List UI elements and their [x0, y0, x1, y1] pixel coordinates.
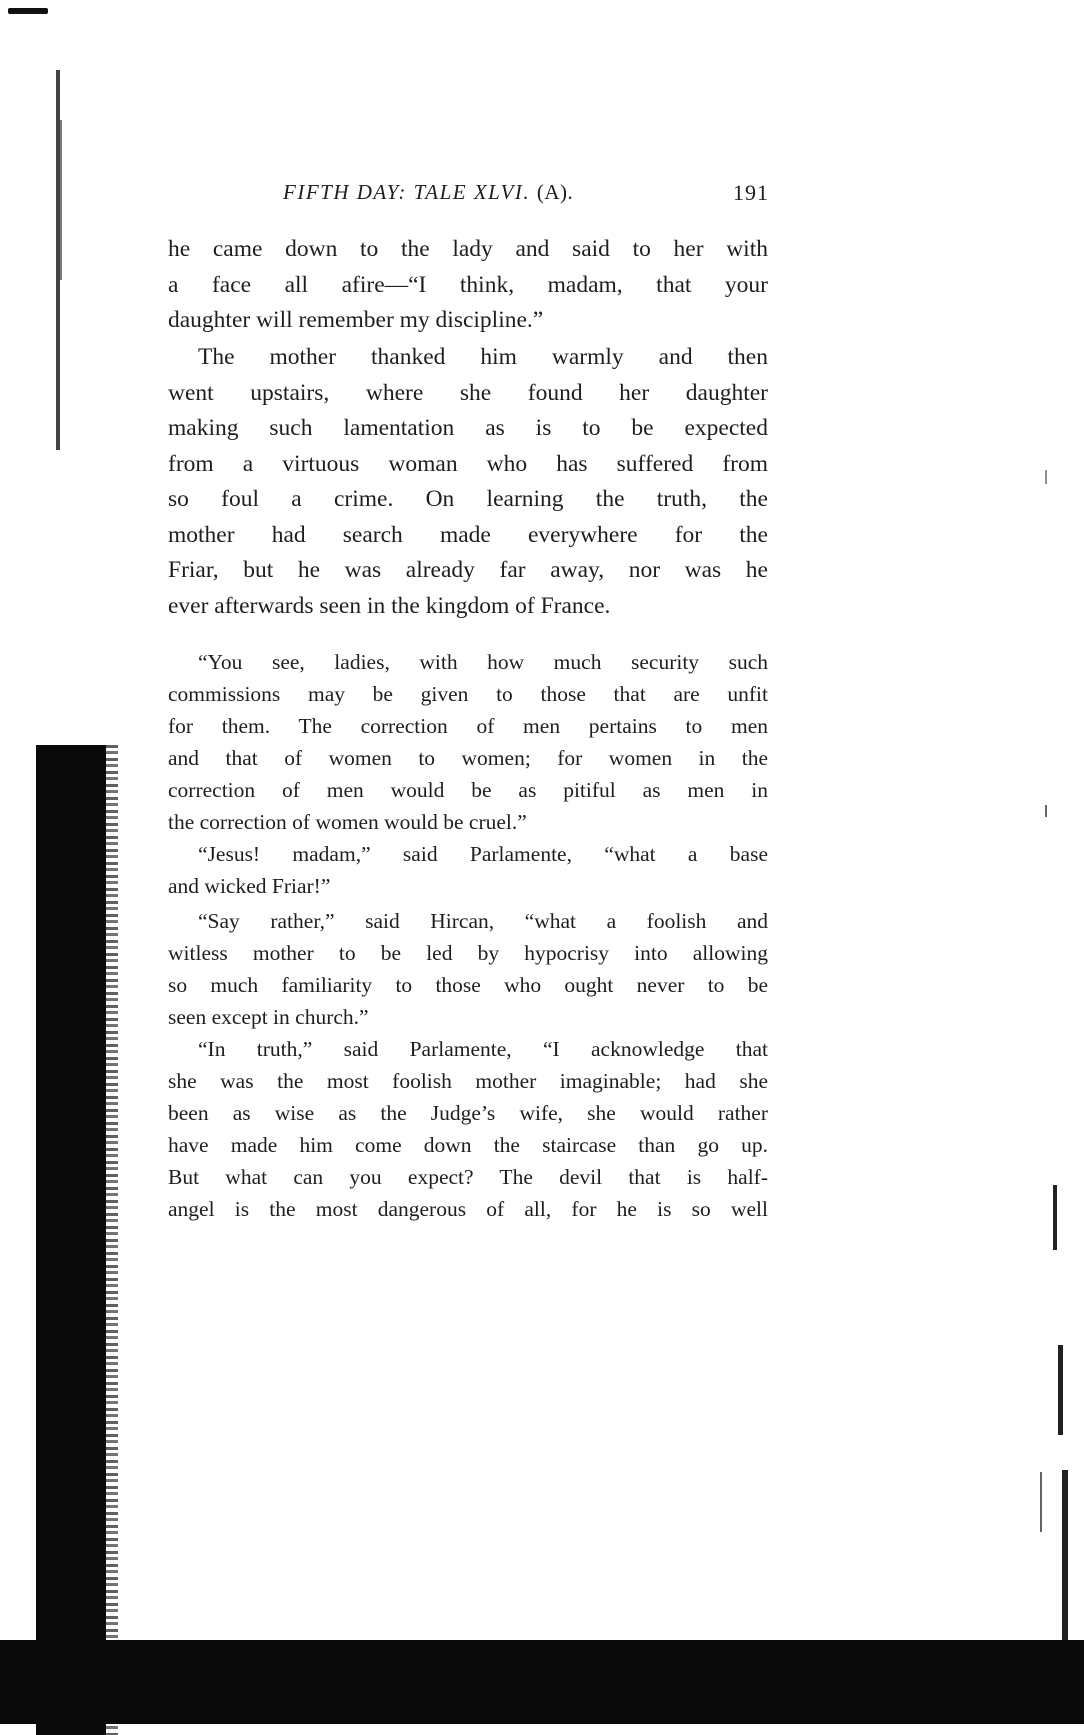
text-line: Friar, but he was already far away, nor was he — [168, 557, 768, 583]
text-line: “Say rather,” said Hircan, “what a foolish and — [198, 909, 768, 933]
text-line: “You see, ladies, with how much security such — [198, 650, 768, 674]
text-line: been as wise as the Judge’s wife, she would rather — [168, 1101, 768, 1125]
paragraph-continuation — [168, 232, 768, 339]
scan-artifact-mark — [8, 8, 48, 14]
text-line: have made him come down the staircase than go up. — [168, 1133, 768, 1157]
text-line: The mother thanked him warmly and then — [198, 344, 768, 370]
scan-edge-line — [1053, 1185, 1057, 1250]
text-line: so foul a crime. On learning the truth, the — [168, 486, 768, 512]
scan-edge-line — [60, 120, 62, 280]
text-line: a face all afire—“I think, madam, that your — [168, 271, 768, 298]
paragraph-mother-thanked — [168, 340, 768, 624]
text-line: mother had search made everywhere for the — [168, 521, 768, 548]
paragraph-in-truth — [168, 1033, 768, 1225]
paragraph-you-see-ladies — [168, 646, 768, 838]
text-line: making such lamentation as is to be expected — [168, 415, 768, 441]
text-line: witless mother to be led by hypocrisy into allowing — [168, 941, 768, 965]
text-line: angel is the most dangerous of all, for he is so well — [168, 1197, 768, 1221]
scan-edge-line — [1058, 1345, 1063, 1435]
text-line: the correction of women would be cruel.” — [168, 810, 527, 834]
text-line: she was the most foolish mother imaginable; had she — [168, 1069, 768, 1093]
bottom-scan-shadow — [0, 1640, 1084, 1724]
paragraph-say-rather — [168, 905, 768, 1033]
text-line: commissions may be given to those that are unfit — [168, 682, 768, 706]
text-line: “Jesus! madam,” said Parlamente, “what a base — [198, 842, 768, 866]
text-line: ever afterwards seen in the kingdom of France. — [168, 592, 611, 619]
scan-edge-line — [1045, 470, 1047, 484]
text-line: from a virtuous woman who has suffered from — [168, 450, 768, 477]
text-line: and that of women to women; for women in the — [168, 746, 768, 770]
binding-shadow — [36, 745, 106, 1735]
scan-edge-line — [1040, 1472, 1042, 1532]
text-line: daughter will remember my discipline.” — [168, 307, 544, 333]
text-line: went upstairs, where she found her daughter — [168, 379, 768, 406]
text-line: “In truth,” said Parlamente, “I acknowledge that — [198, 1037, 768, 1061]
text-line: seen except in church.” — [168, 1005, 369, 1029]
text-line: so much familiarity to those who ought never to be — [168, 973, 768, 997]
paragraph-jesus-madam — [168, 838, 768, 902]
scan-edge-line — [1045, 805, 1047, 817]
text-line: But what can you expect? The devil that is half- — [168, 1165, 768, 1189]
page-number: 191 — [733, 180, 769, 205]
running-head-title: FIFTH DAY: TALE XLVI. — [283, 180, 531, 204]
text-line: and wicked Friar!” — [168, 874, 331, 898]
text-line: he came down to the lady and said to her with — [168, 236, 768, 262]
text-line: correction of men would be as pitiful as men in — [168, 778, 768, 802]
running-head-suffix: (A). — [536, 180, 574, 204]
scan-edge-line — [1062, 1470, 1068, 1640]
text-line: for them. The correction of men pertains to men — [168, 714, 768, 738]
running-head — [283, 180, 573, 205]
